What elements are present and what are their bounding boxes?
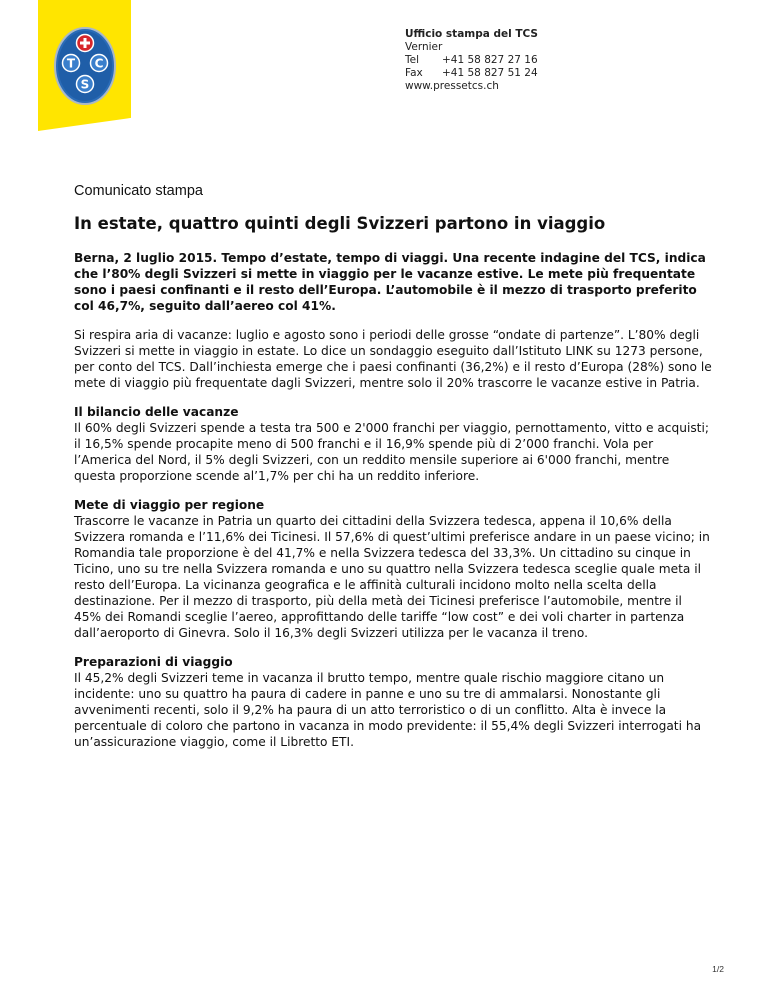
- logo-letter-s: S: [80, 77, 90, 92]
- section-text: Trascorre le vacanze in Patria un quarto dei cittadini della Svizzera tedesca, appena il 10,6% della Svizzera romanda e l’11,6% dei Ticinesi. Il 57,6% di quest’ultimi preferisce andare in un paese vicino; in Romandia tale proporzione è del 41,7% e nella Svizzera tedesca del 33,3%. Un cittadino su cinque in Ticino, uno su tre nella Svizzera romanda e uno su quattro nella Svizzera tedesca sceglie quale meta il resto dell’Europa. La vicinanza geografica e le affinità culturali incidono molto nella scelta della destinazione. Per il mezzo di trasporto, più della metà dei Ticinesi preferisce l’automobile, mentre il 45% dei Romandi sceglie l’aereo, approfittando delle tariffe “low cost” e dei voli charter in partenza dall’aeroporto di Ginevra. Solo il 16,3% degli Svizzeri utilizza per le vacanza il treno.: [74, 514, 710, 640]
- fax-number: +41 58 827 51 24: [442, 67, 538, 79]
- press-office-name: Ufficio stampa del TCS: [405, 28, 538, 40]
- press-office-city: Vernier: [405, 41, 443, 53]
- logo-letter-t: T: [66, 56, 76, 71]
- section-heading: Preparazioni di viaggio: [74, 655, 233, 669]
- tcs-logo: [53, 24, 117, 108]
- section-heading: Mete di viaggio per regione: [74, 498, 265, 512]
- document-type-label: Comunicato stampa: [74, 183, 203, 199]
- press-office-contact: [405, 28, 538, 93]
- intro-paragraph: Si respira aria di vacanze: luglio e agosto sono i periodi delle grosse “ondate di partenze”. L’80% degli Svizzeri si mette in viaggio in estate. Lo dice un sondaggio eseguito dall’Istituto LINK su 1273 persone, per conto del TCS. Dall’inchiesta emerge che i paesi confinanti (36,2%) e il resto d’Europa (28%) sono le mete di viaggio più frequentate dagli Svizzeri, mentre solo il 20% trascorre le vacanze estive in Patria.: [74, 328, 712, 390]
- phone-label: Tel: [405, 54, 420, 66]
- section-text: Il 60% degli Svizzeri spende a testa tra 500 e 2'000 franchi per viaggio, pernottamento, vitto e acquisti; il 16,5% spende procapite meno di 500 franchi e il 16,9% spende più di 2’000 franchi. Vola per l’America del Nord, il 5% degli Svizzeri, con un reddito mensile superiore ai 6'000 franchi, mentre questa proporzione scende al’1,7% per chi ha un reddito inferiore.: [74, 421, 709, 483]
- logo-letter-c: C: [94, 56, 104, 71]
- section-preparations: [74, 654, 712, 750]
- phone-number: +41 58 827 27 16: [442, 54, 538, 66]
- section-regions: [74, 497, 712, 641]
- section-text: Il 45,2% degli Svizzeri teme in vacanza il brutto tempo, mentre quale rischio maggiore citano un incidente: uno su quattro ha paura di cadere in panne e uno su tre di ammalarsi. Nonostante gli avvenimenti recenti, solo il 9,2% ha paura di un atto terroristico o di un conflitto. Alta è invece la percentuale di coloro che partono in vacanza in modo previdente: il 55,4% degli Svizzeri interrogati ha un’assicurazione viaggio, come il Libretto ETI.: [74, 671, 702, 749]
- lead-paragraph: Berna, 2 luglio 2015. Tempo d’estate, tempo di viaggi. Una recente indagine del TCS, indica che l’80% degli Svizzeri si mette in viaggio per le vacanze estive. Le mete più frequentate sono i paesi confinanti e il resto dell’Europa. L’automobile è il mezzo di trasporto preferito col 46,7%, seguito dall’aereo col 41%.: [74, 251, 706, 313]
- section-heading: Il bilancio delle vacanze: [74, 405, 239, 419]
- section-budget: [74, 404, 712, 484]
- page-number: 1/2: [712, 964, 724, 974]
- press-release-body: [74, 250, 712, 763]
- press-release-title: In estate, quattro quinti degli Svizzeri partono in viaggio: [74, 214, 606, 233]
- fax-row: [405, 67, 538, 80]
- phone-row: [405, 54, 538, 67]
- website-link[interactable]: www.pressetcs.ch: [405, 80, 499, 92]
- fax-label: Fax: [405, 67, 423, 79]
